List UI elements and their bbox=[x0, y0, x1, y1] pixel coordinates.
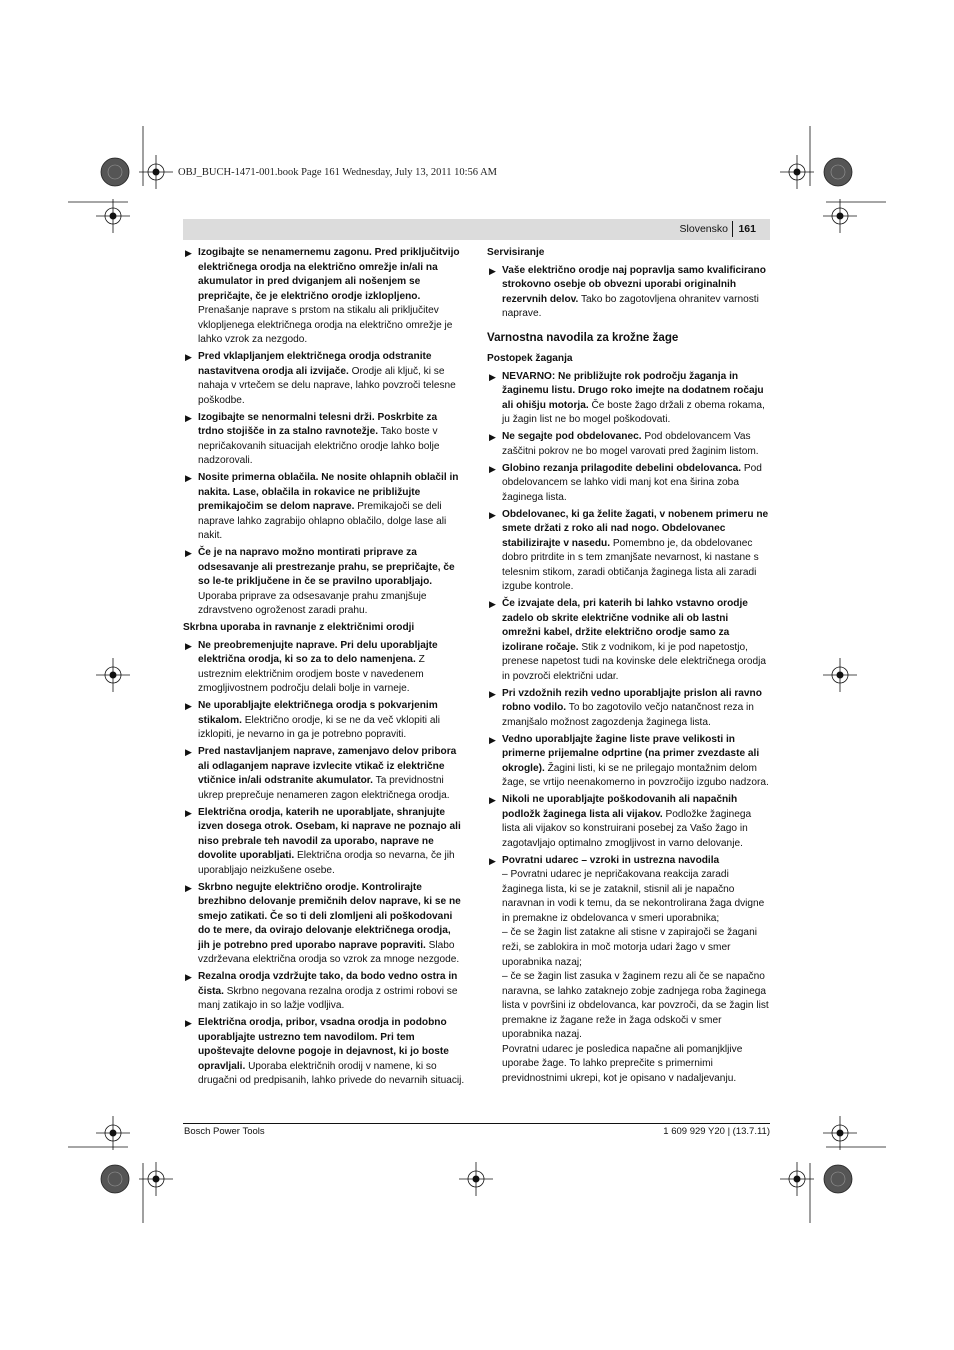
crosshair-mark bbox=[780, 1162, 814, 1196]
crosshair-mark bbox=[780, 155, 814, 189]
list-item: ▶ Pred vklapljanjem električnega orodja odstranite nastavitvena orodja ali izvijače. Orodje ali ključ, ki se nahaja v vrtečem se delu naprave, lahko povzroči telesne poškodbe. bbox=[185, 351, 456, 406]
list-item: ▶ Vedno uporabljajte žagine liste prave velikosti in primerne prijemalne odprtine (na primer zvezdaste ali okrogle). Žagini listi, ki se ne prilegajo montažnim delom žage, se vrtijo neenakomerno in povzročijo izgubo nadzora. bbox=[489, 733, 769, 789]
bullet-arrow-icon: ▶ bbox=[185, 640, 192, 651]
bullet-arrow-icon: ▶ bbox=[489, 599, 496, 610]
footer-doc-number: 1 609 929 Y20 | (13.7.11) bbox=[663, 1126, 770, 1137]
section-heading: Varnostna navodila za krožne žage bbox=[487, 330, 679, 344]
left-list-2 bbox=[183, 639, 465, 1089]
list-item: ▶ Če izvajate dela, pri katerih bi lahko vstavno orodje zadelo ob skrite električne vodnike ali ob lastni omrežni kabel, držite električno orodje samo za izolirane ročaje. Stik z vodnikom, ki je pod napetostjo, prenese napetost tudi na kovinske dele električnega orodja in povzroči električni udar. bbox=[489, 598, 766, 682]
list-item: ▶ Rezalna orodja vzdržujte tako, da bodo vedno ostra in čista. Skrbno negovana rezalna orodja z ostrimi robovi se manj zatikajo in so lažje vodljiva. bbox=[185, 971, 458, 1012]
page-header bbox=[183, 219, 770, 240]
crosshair-mark bbox=[823, 1116, 857, 1150]
list-item: ▶ Ne preobremenjujte naprave. Pri delu uporabljajte električna orodja, ki so za to delo namenjena. Z ustreznim električnim orodjem boste v navedenem zmogljivostnem področju delali bolje in varneje. bbox=[185, 639, 438, 695]
list-item: ▶ Izogibajte se nenormalni telesni drži. Poskrbite za trdno stojišče in za stalno ravnotežje. Tako boste v nepričakovanih situacijah električno orodje lahko bolje nadzorovali. bbox=[185, 411, 440, 467]
footer-brand: Bosch Power Tools bbox=[184, 1126, 265, 1137]
subheading: Postopek žaganja bbox=[487, 353, 573, 365]
color-dial-mark bbox=[101, 158, 129, 186]
footer-rule bbox=[183, 1123, 770, 1124]
list-item: ▶ NEVARNO: Ne približujte rok področju žaganja in žaginemu listu. Drugo roko imejte na dodatnem ročaju ali ohišju motorja. Če boste žago držali z obema rokama, ju žagin list ne bo mogel poškodovati. bbox=[489, 370, 765, 426]
list-item: ▶ Skrbno negujte električno orodje. Kontrolirajte brezhibno delovanje premičnih delov naprave, ki se ne smejo zatikati. Če so ti deli zlomljeni ali poškodovani do te mere, da ovirajo delovanje električnega orodja, jih je potrebno pred uporabo naprave popraviti. Slabo vzdrževana električna orodja so vzrok za mnoge nezgode. bbox=[185, 881, 461, 966]
list-item: ▶ Izogibajte se nenamernemu zagonu. Pred priključitvijo električnega orodja na električno omrežje in/ali na akumulator in pred dviganjem ali nošenjem se prepričajte, če je električno orodje izklopljeno. Prenašanje naprave s prstom na stikalu ali priključitev vklopljenega električnega orodja na električno omrežje je lahko vzrok za nezgodo. bbox=[185, 247, 460, 346]
bullet-arrow-icon: ▶ bbox=[489, 855, 496, 866]
bullet-arrow-icon: ▶ bbox=[185, 1018, 192, 1029]
bullet-arrow-icon: ▶ bbox=[185, 972, 192, 983]
color-dial-mark bbox=[101, 1165, 129, 1193]
right-column bbox=[487, 246, 769, 1089]
color-dial-mark bbox=[824, 158, 852, 186]
crosshair-mark bbox=[96, 658, 130, 692]
page-number: 161 bbox=[738, 223, 756, 235]
bullet-arrow-icon: ▶ bbox=[185, 882, 192, 893]
left-list-1 bbox=[183, 246, 465, 619]
paragraph: – če se žagin list zasuka v žaginem rezu ali če se napačno naravna, se lahko zataknejo zobje zadnjega roba žaginega lista v površini iz obdelovanca, kar povzroči, da se žagin list premakne iz žagane reže in žaga odskoči v smer uporabnika nazaj. bbox=[502, 971, 769, 1041]
bullet-arrow-icon: ▶ bbox=[489, 509, 496, 520]
bullet-arrow-icon: ▶ bbox=[489, 688, 496, 699]
print-info: OBJ_BUCH-1471-001.book Page 161 Wednesday, July 13, 2011 10:56 AM bbox=[178, 167, 498, 178]
bullet-arrow-icon: ▶ bbox=[185, 473, 192, 484]
list-item: ▶ Ne segajte pod obdelovanec. Pod obdelovancem Vas zaščitni pokrov ne bo mogel varovati pred žaginim listom. bbox=[489, 431, 759, 457]
bullet-arrow-icon: ▶ bbox=[489, 371, 496, 382]
list-item: ▶ Vaše električno orodje naj popravlja samo kvalificirano strokovno osebje ob obvezni uporabi originalnih rezervnih delov. Tako bo zagotovljena ohranitev varnosti naprave. bbox=[489, 264, 766, 320]
left-column bbox=[183, 246, 465, 1091]
header-divider bbox=[732, 221, 733, 237]
list-item: ▶ Obdelovanec, ki ga želite žagati, v nobenem primeru ne smete držati z roko ali nad nogo. Obdelovanec stabilizirajte v nasedu. Pomembno je, da obdelovanec dobro pritrdite in s tem zmanjšate nevarnost, ki nastane s telesnim stikom, zaradi obtičanja žaginega lista ali zaradi izgube kontrole. bbox=[489, 508, 769, 593]
right-list-2 bbox=[487, 370, 769, 1087]
list-item: ▶ Pri vzdožnih rezih vedno uporabljajte prislon ali ravno robno vodilo. To bo zagotovilo večjo natančnost reza in zmanjšalo možnost zagozdenja žaginega lista. bbox=[489, 687, 762, 728]
list-item: ▶ Povratni udarec – vzroki in ustrezna navodila – Povratni udarec je nepričakovana reakcija zaradi žaginega lista, ki se je zataknil, stisnil ali je napačno naravnan in vodi k temu, da se nekontrolirana žaga dvigne in premakne iz obdelovanca v smeri uporabnika; – če se žagin list zatakne ali stisne v zapirajoči se žagani reži, se zablokira in moč motorja udari žago v smer uporabnika nazaj; – če se žagin list zasuka v žaginem rezu ali če se napačno naravna, se lahko zataknejo zobje zadnjega roba žaginega lista v površini iz obdelovanca, kar povzroči, da se žagin list premakne iz žagane reže in žaga odskoči v smer uporabnika nazaj. Povratni udarec je posledica napačne ali pomanjkljive uporabe žage. To lahko preprečite s primernimi previdnostnimi ukrepi, kot je opisano v nadaljevanju. bbox=[487, 854, 769, 1087]
bullet-arrow-icon: ▶ bbox=[185, 701, 192, 712]
list-item: ▶ Ne uporabljajte električnega orodja s pokvarjenim stikalom. Električno orodje, ki se ne da več vklopiti ali izklopiti, je nevarno in ga je potrebno popraviti. bbox=[185, 700, 441, 741]
crosshair-mark bbox=[823, 199, 857, 233]
bullet-arrow-icon: ▶ bbox=[489, 265, 496, 276]
bullet-arrow-icon: ▶ bbox=[185, 248, 192, 258]
bullet-arrow-icon: ▶ bbox=[185, 548, 192, 559]
subheading: Servisiranje bbox=[487, 247, 545, 258]
list-item: ▶ Električna orodja, pribor, vsadna orodja in podobno uporabljajte ustrezno tem navodilom. Pri tem upoštevajte delovne pogoje in dejavnost, ki jo boste opravljali. Uporaba električnih orodij v namene, ki so drugačni od predpisanih, lahko privede do nevarnih situacij. bbox=[185, 1017, 465, 1087]
bullet-arrow-icon: ▶ bbox=[185, 352, 192, 363]
crosshair-mark bbox=[96, 199, 130, 233]
bullet-arrow-icon: ▶ bbox=[489, 734, 496, 745]
color-dial-mark bbox=[824, 1165, 852, 1193]
bullet-arrow-icon: ▶ bbox=[185, 807, 192, 818]
bullet-arrow-icon: ▶ bbox=[489, 432, 496, 443]
crosshair-mark bbox=[823, 658, 857, 692]
paragraph: Povratni udarec je posledica napačne ali pomanjkljive uporabe žage. To lahko preprečite s primernimi previdnostnimi ukrepi, kot je opisano v nadaljevanju. bbox=[502, 1043, 743, 1084]
header-language: Slovensko bbox=[679, 223, 728, 235]
list-item: ▶ Nosite primerna oblačila. Ne nosite ohlapnih oblačil in nakita. Lase, oblačila in rokavice ne približujte premikajočim se delom naprave. Premikajoči se deli naprave lahko zagrabijo ohlapno oblačilo, dolge lase ali nakit. bbox=[185, 472, 459, 542]
crosshair-mark bbox=[139, 1162, 173, 1196]
list-item: ▶ Če je na napravo možno montirati priprave za odsesavanje ali prestrezanje prahu, se prepričajte, če so le-te priključene in če se pravilno uporabljajo. Uporaba priprave za odsesavanje prahu zmanjšuje zdravstveno ogroženost zaradi prahu. bbox=[185, 547, 455, 617]
list-item: ▶ Globino rezanja prilagodite debelini obdelovanca. Pod obdelovancem se lahko vidi manj kot ena širina zoba žaginega lista. bbox=[489, 462, 762, 503]
list-item: ▶ Nikoli ne uporabljajte poškodovanih ali napačnih podložk žaginega lista ali vijakov. Podložke žaginega lista ali vijakov so konstruirani posebej za Vašo žago in zagotavljajo optimalno zmogljivost in varno delovanje. bbox=[489, 794, 752, 849]
list-item: ▶ Pred nastavljanjem naprave, zamenjavo delov pribora ali odlaganjem naprave izvlecite vtikač iz električne vtičnice in/ali odstranite akumulator. Ta previdnostni ukrep preprečuje nenameren zagon električnega orodja. bbox=[185, 746, 457, 801]
crosshair-mark bbox=[96, 1116, 130, 1150]
bullet-arrow-icon: ▶ bbox=[185, 747, 192, 758]
bullet-arrow-icon: ▶ bbox=[489, 463, 496, 474]
crosshair-mark bbox=[139, 155, 173, 189]
paragraph: – če se žagin list zatakne ali stisne v zapirajoči se žagani reži, se zablokira in moč motorja udari žago v smer uporabnika nazaj; bbox=[502, 927, 757, 968]
subheading: Skrbna uporaba in ravnanje z električnimi orodji bbox=[183, 622, 415, 634]
list-item: ▶ Električna orodja, katerih ne uporabljate, shranjujte izven dosega otrok. Osebam, ki naprave ne poznajo ali niso prebrale teh navodil za uporabo, naprave ne dovolite uporabljati. Električna orodja so nevarna, če jih uporabljajo neizkušene osebe. bbox=[185, 806, 461, 876]
paragraph: – Povratni udarec je nepričakovana reakcija zaradi žaginega lista, ki se je zataknil, stisnil ali je napačno naravnan in vodi k temu, da se nekontrolirana žaga dvigne in premakne iz obdelovanca v smeri uporabnika; bbox=[502, 869, 765, 924]
bullet-arrow-icon: ▶ bbox=[185, 412, 192, 423]
crosshair-mark bbox=[459, 1162, 493, 1196]
bullet-arrow-icon: ▶ bbox=[489, 795, 496, 806]
